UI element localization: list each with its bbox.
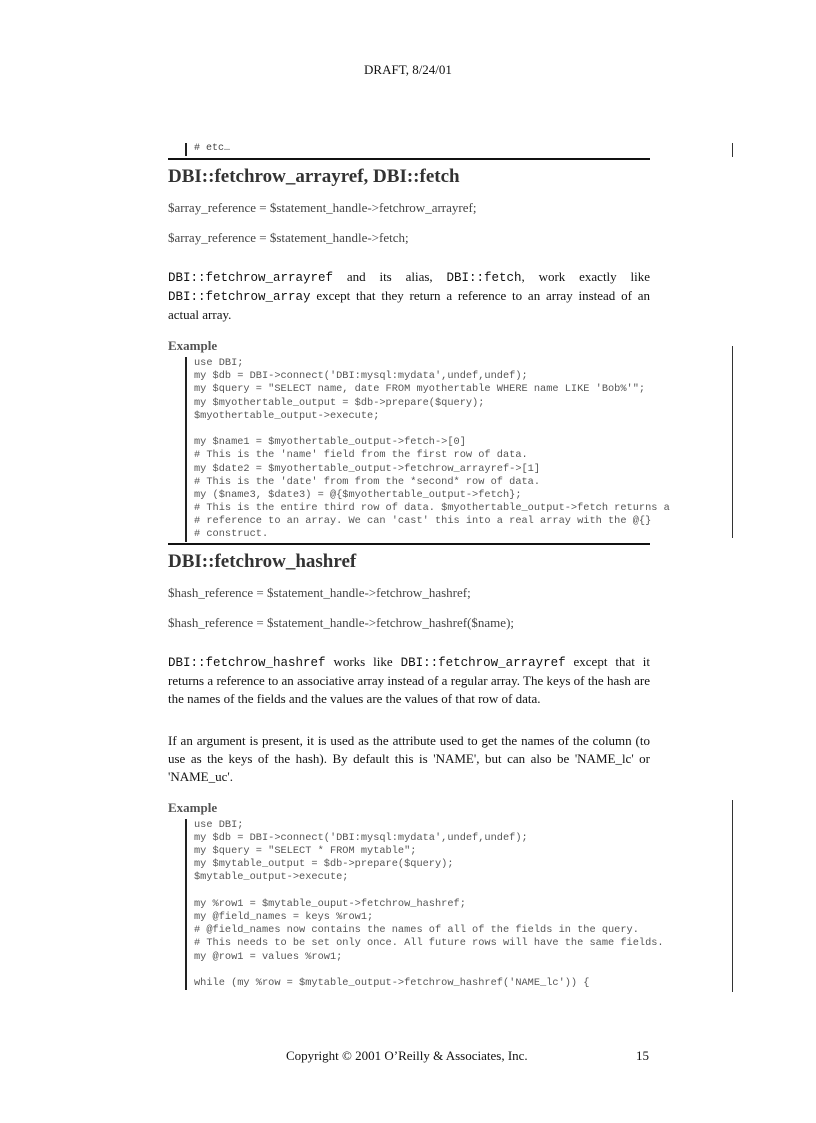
description-paragraph — [168, 268, 650, 324]
code-line — [194, 423, 714, 436]
method-signature: $hash_reference = $statement_handle->fetchrow_hashref($name); — [168, 614, 515, 630]
change-bar — [732, 800, 733, 992]
code-line: my $db = DBI->connect('DBI:mysql:mydata',undef,undef); — [194, 831, 528, 844]
code-line: my $query = "SELECT * FROM mytable"; — [194, 845, 417, 857]
code-line — [194, 964, 714, 977]
method-signature: $hash_reference = $statement_handle->fetchrow_hashref; — [168, 584, 471, 600]
description-paragraph: If an argument is present, it is used as the attribute used to get the names of the column (to use as the keys of the hash). By default this is 'NAME', but can also be 'NAME_lc' or 'NAME_uc'. — [168, 732, 650, 784]
paragraph-text: works like — [325, 653, 401, 669]
description-paragraph — [168, 653, 650, 708]
section-title: DBI::fetchrow_arrayref, DBI::fetch — [168, 166, 460, 187]
inline-code: DBI::fetchrow_array — [168, 290, 311, 304]
code-line: my %row1 = $mytable_ouput->fetchrow_hashref; — [194, 897, 466, 910]
code-line: my $query = "SELECT name, date FROM myothertable WHERE name LIKE 'Bob%'"; — [194, 383, 646, 396]
code-line: # This needs to be set only once. All future rows will have the same fields. — [194, 937, 664, 950]
page-header: DRAFT, 8/24/01 — [364, 62, 452, 77]
code-line: # This is the entire third row of data. $myothertable_output->fetch returns a — [194, 502, 670, 515]
code-line: $myothertable_output->execute; — [194, 409, 380, 422]
inline-code: DBI::fetchrow_arrayref — [168, 271, 334, 285]
method-signature: $array_reference = $statement_handle->fetchrow_arrayref; — [168, 200, 477, 215]
example-label: Example — [168, 338, 218, 353]
code-line: my @row1 = values %row1; — [194, 950, 343, 963]
code-line: my $myothertable_output = $db->prepare($query); — [194, 396, 485, 409]
code-line: my $db = DBI->connect('DBI:mysql:mydata',undef,undef); — [194, 370, 528, 383]
paragraph-text: and its alias, — [333, 269, 447, 284]
code-line: $mytable_output->execute; — [194, 871, 349, 884]
code-line: # etc… — [194, 143, 231, 154]
code-line: # This is the 'date' from from the *second* row of data. — [194, 475, 541, 488]
code-line: # @field_names now contains the names of all of the fields in the query. — [194, 924, 639, 937]
paragraph-text: except that they return a reference to an array instead of an actual array. — [168, 288, 650, 322]
code-line: my $mytable_output = $db->prepare($query); — [194, 858, 454, 871]
code-line: # This is the 'name' field from the first row of data. — [194, 449, 528, 462]
copyright-notice: Copyright © 2001 O’Reilly & Associates, Inc. — [286, 1048, 528, 1063]
code-line: my $date2 = $myothertable_output->fetchrow_arrayref->[1] — [194, 462, 541, 475]
section-title: DBI::fetchrow_hashref — [168, 550, 357, 572]
code-line: # reference to an array. We can 'cast' this into a real array with the @{} — [194, 515, 652, 528]
section-divider — [168, 543, 650, 545]
example-label: Example — [168, 799, 218, 815]
paragraph-text: , work exactly like — [521, 269, 650, 284]
page-content — [168, 142, 670, 990]
change-bar — [732, 143, 733, 157]
code-example — [185, 819, 714, 990]
section-divider — [168, 158, 650, 160]
code-continuation — [168, 142, 650, 158]
paragraph-text: except that it returns a reference to an associative array instead of a regular array. The keys of the hash are the names of the fields and the values are the values of that row of data. — [168, 653, 650, 706]
inline-code: DBI::fetchrow_hashref — [168, 655, 326, 670]
code-line: my $name1 = $myothertable_output->fetch->[0] — [194, 436, 466, 449]
change-bar — [732, 346, 733, 538]
code-line: my @field_names = keys %row1; — [194, 910, 374, 923]
page-number: 15 — [636, 1048, 649, 1063]
code-line: while (my %row = $mytable_output->fetchrow_hashref('NAME_lc')) { — [194, 976, 590, 989]
code-line: # construct. — [194, 528, 269, 541]
code-line — [194, 885, 714, 898]
code-line: use DBI; — [194, 818, 244, 831]
inline-code: DBI::fetch — [446, 271, 522, 285]
inline-code: DBI::fetchrow_arrayref — [400, 655, 566, 670]
code-example — [185, 357, 714, 542]
method-signature: $array_reference = $statement_handle->fetch; — [168, 230, 409, 245]
code-line: use DBI; — [194, 357, 244, 369]
code-line: my ($name3, $date3) = @{$myothertable_output->fetch}; — [194, 488, 522, 501]
